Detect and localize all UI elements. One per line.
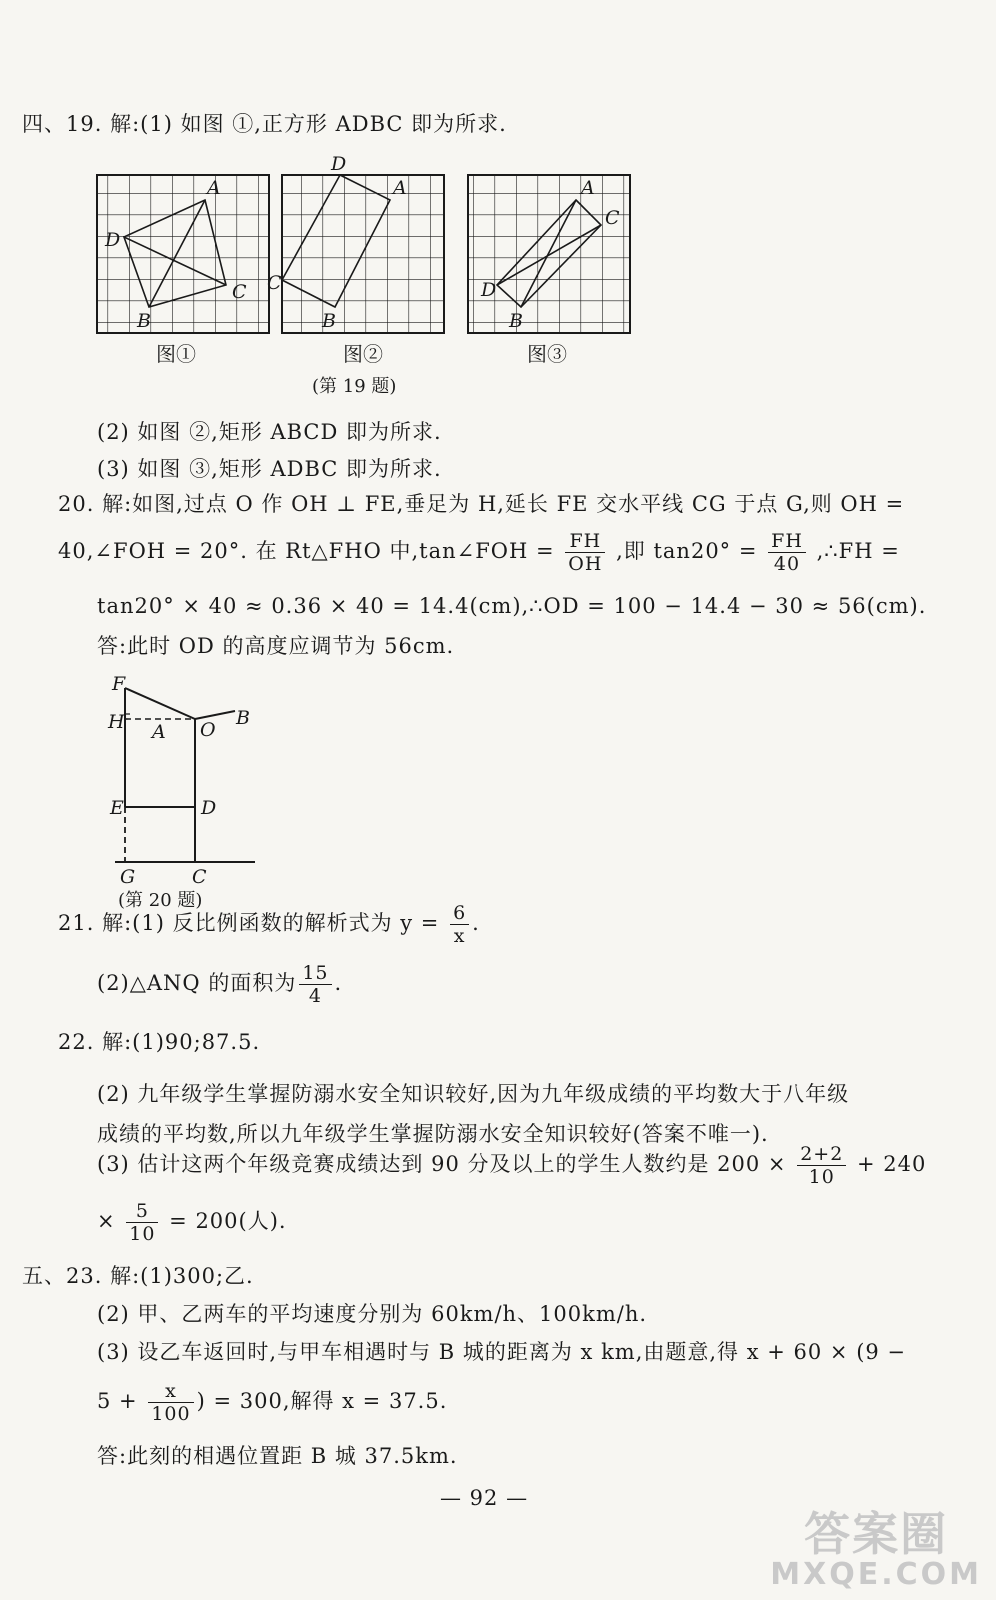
q20-frac1-num: FH [565, 530, 605, 553]
q20-label-h: H [108, 711, 125, 733]
watermark [770, 1507, 982, 1592]
fig3-label-d: D [481, 279, 497, 301]
q22-frac1-den: 10 [808, 1166, 835, 1188]
q23-part3-line1: (3) 设乙车返回时,与甲车相遇时与 B 城的距离为 x km,由题意,得 x + 60 × (9 − [97, 1340, 907, 1364]
q22-part3-line1 [97, 1143, 926, 1188]
q20-label-b: B [236, 707, 250, 729]
q23-part3-l2-b: ) = 300,解得 x = 37.5. [196, 1389, 448, 1413]
watermark-title: 答案圈 [804, 1507, 949, 1562]
q20-line2-b: ,即 tan20° = [616, 539, 758, 563]
figure-2 [267, 153, 444, 333]
q21-part2-b: . [334, 971, 343, 995]
q20-figure-title: (第 20 题) [118, 890, 203, 911]
q23-frac-num: x [148, 1380, 193, 1403]
q23-answer: 答:此刻的相遇位置距 B 城 37.5km. [97, 1444, 458, 1468]
q20-line1: 20. 解:如图,过点 O 作 OH ⊥ FE,垂足为 H,延长 FE 交水平线 CG 于点 G,则 OH = [58, 492, 905, 516]
q20-line3: tan20° × 40 ≈ 0.36 × 40 = 14.4(cm),∴OD = 100 − 14.4 − 30 ≈ 56(cm). [97, 594, 927, 618]
q20-fraction-1 [565, 530, 605, 575]
q20-line2-a: 40,∠FOH = 20°. 在 Rt△FHO 中,tan∠FOH = [58, 539, 555, 563]
figure-3-caption: 图③ [527, 342, 567, 366]
q20-line2 [58, 530, 900, 575]
q21-part2-a: (2)△ANQ 的面积为 [97, 971, 297, 995]
q19-part2: (2) 如图 ②,矩形 ABCD 即为所求. [97, 420, 442, 444]
q20-label-o: O [200, 719, 216, 741]
fig1-label-b: B [137, 310, 151, 332]
figure-1 [97, 175, 269, 333]
q23-part3-line2 [97, 1380, 447, 1425]
fig1-label-a: A [207, 177, 221, 199]
q20-frac2-num: FH [768, 530, 806, 553]
fig2-label-b: B [322, 310, 336, 332]
q20-label-g: G [120, 866, 136, 888]
q23-part1: 五、23. 解:(1)300;乙. [22, 1264, 254, 1288]
q20-line2-c: ,∴FH = [816, 539, 900, 563]
q22-part3-c: × [97, 1209, 116, 1233]
q22-frac2-den: 10 [129, 1223, 156, 1245]
q20-frac1-den: OH [568, 553, 603, 575]
q22-fraction-1 [797, 1143, 846, 1188]
q19-part3: (3) 如图 ③,矩形 ADBC 即为所求. [97, 457, 442, 481]
q20-frac2-den: 40 [773, 553, 801, 575]
q21-part1-a: 21. 解:(1) 反比例函数的解析式为 y = [58, 911, 440, 935]
q23-fraction [148, 1380, 193, 1425]
q20-label-f: F [112, 673, 126, 695]
fig2-label-d: D [331, 153, 347, 175]
q19-intro: 四、19. 解:(1) 如图 ①,正方形 ADBC 即为所求. [22, 112, 507, 136]
q23-part2: (2) 甲、乙两车的平均速度分别为 60km/h、100km/h. [97, 1302, 648, 1326]
q22-part1: 22. 解:(1)90;87.5. [58, 1030, 261, 1054]
q19-figure-title: (第 19 题) [312, 376, 397, 397]
fig3-label-c: C [605, 207, 620, 229]
q21-part1-b: . [472, 911, 480, 935]
watermark-url: MXQE.COM [770, 1556, 982, 1592]
q22-fraction-2 [126, 1200, 158, 1245]
q23-part3-l2-a: 5 + [97, 1389, 138, 1413]
fig2-label-c: C [267, 272, 282, 294]
q20-label-c: C [192, 866, 207, 888]
q22-part2-line1: (2) 九年级学生掌握防溺水安全知识较好,因为九年级成绩的平均数大于八年级 [97, 1082, 850, 1106]
q21-part2 [97, 962, 342, 1007]
q22-part3-a: (3) 估计这两个年级竞赛成绩达到 90 分及以上的学生人数约是 200 × [97, 1152, 787, 1176]
q22-part3-d: = 200(人). [169, 1209, 287, 1233]
figure-2-caption: 图② [343, 342, 383, 366]
q21-frac2-den: 4 [308, 985, 322, 1007]
q21-fraction-2 [299, 962, 331, 1007]
q21-part1 [58, 902, 480, 947]
q22-part2-line2: 成绩的平均数,所以九年级学生掌握防溺水安全知识较好(答案不唯一). [97, 1122, 769, 1146]
q20-figure [100, 672, 400, 892]
q21-frac1-num: 6 [450, 902, 469, 925]
q20-label-e: E [110, 797, 124, 819]
fig3-label-b: B [509, 310, 523, 332]
q23-frac-den: 100 [151, 1403, 191, 1425]
fig1-label-d: D [105, 229, 121, 251]
q19-figures [0, 150, 996, 390]
q21-frac2-num: 15 [299, 962, 331, 985]
q22-part3-b: + 240 [857, 1152, 927, 1176]
figure-3 [468, 175, 630, 333]
q21-fraction-1 [450, 902, 469, 947]
q21-frac1-den: x [453, 925, 466, 947]
fig2-label-a: A [393, 177, 407, 199]
fig3-label-a: A [581, 177, 595, 199]
q22-frac2-num: 5 [126, 1200, 158, 1223]
q20-fraction-2 [768, 530, 806, 575]
q20-answer: 答:此时 OD 的高度应调节为 56cm. [97, 634, 455, 658]
q20-label-d: D [201, 797, 217, 819]
fig1-label-c: C [232, 281, 247, 303]
page-number: — 92 — [440, 1486, 529, 1510]
q22-frac1-num: 2+2 [797, 1143, 846, 1166]
figure-1-caption: 图① [156, 342, 196, 366]
q22-part3-line2 [97, 1200, 287, 1245]
q20-label-a: A [152, 721, 166, 743]
